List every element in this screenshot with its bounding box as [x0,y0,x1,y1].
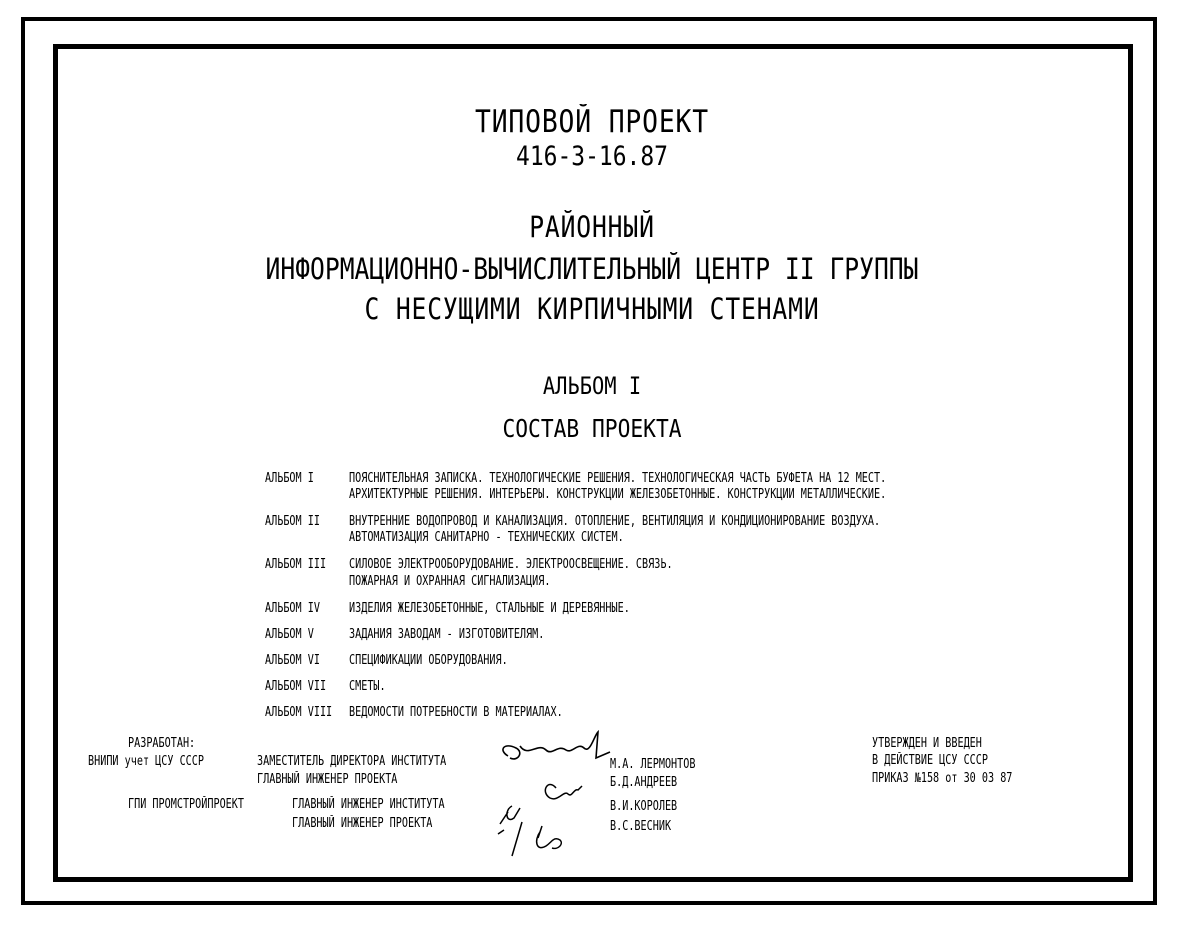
role-chief-engineer-institute: ГЛАВНЫЙ ИНЖЕНЕР ИНСТИТУТА [292,797,445,812]
album-line: ВНУТРЕННИЕ ВОДОПРОВОД И КАНАЛИЗАЦИЯ. ОТОПЛЕНИЕ, ВЕНТИЛЯЦИЯ И КОНДИЦИОНИРОВАНИЕ ВОЗДУХА. [349,514,881,529]
album-line: ЗАДАНИЯ ЗАВОДАМ - ИЗГОТОВИТЕЛЯМ. [349,627,545,642]
role-chief-engineer-1: ГЛАВНЫЙ ИНЖЕНЕР ПРОЕКТА [257,772,398,787]
album-line: СИЛОВОЕ ЭЛЕКТРООБОРУДОВАНИЕ. ЭЛЕКТРООСВЕЩЕНИЕ. СВЯЗЬ. [349,557,673,572]
album-label: АЛЬБОМ VIII [265,705,333,720]
name-andreev: Б.Д.АНДРЕЕВ [610,775,678,790]
album-label: АЛЬБОМ VI [265,653,320,668]
role-deputy-director: ЗАМЕСТИТЕЛЬ ДИРЕКТОРА ИНСТИТУТА [257,754,447,769]
name-lermontov: М.А. ЛЕРМОНТОВ [610,757,696,772]
title-line-2: ИНФОРМАЦИОННО-ВЫЧИСЛИТЕЛЬНЫЙ ЦЕНТР II ГРУППЫ [265,252,919,286]
handwritten-signatures [494,728,614,858]
title-line-1: РАЙОННЫЙ [529,210,655,244]
album-heading: АЛЬБОМ I [542,372,642,400]
approved-line-1: УТВЕРЖДЕН И ВВЕДЕН [872,736,982,751]
album-line: АВТОМАТИЗАЦИЯ САНИТАРНО - ТЕХНИЧЕСКИХ СИСТЕМ. [349,530,624,545]
org-vnipi: ВНИПИ учет ЦСУ СССР [88,754,205,769]
album-line: СПЕЦИФИКАЦИИ ОБОРУДОВАНИЯ. [349,653,508,668]
project-number: 416-3-16.87 [516,141,668,172]
name-korolev: В.И.КОРОЛЕВ [610,799,678,814]
album-label: АЛЬБОМ V [265,627,314,642]
project-type: ТИПОВОЙ ПРОЕКТ [474,104,709,140]
approved-line-3: ПРИКАЗ №158 от 30 03 87 [872,771,1013,786]
name-vesnik: В.С.ВЕСНИК [610,819,672,834]
role-chief-engineer-2: ГЛАВНЫЙ ИНЖЕНЕР ПРОЕКТА [292,816,433,831]
album-label: АЛЬБОМ III [265,557,327,572]
album-line: АРХИТЕКТУРНЫЕ РЕШЕНИЯ. ИНТЕРЬЕРЫ. КОНСТРУКЦИИ ЖЕЛЕЗОБЕТОННЫЕ. КОНСТРУКЦИИ МЕТАЛЛИЧЕСКИЕ. [349,487,887,502]
section-heading: СОСТАВ ПРОЕКТА [502,414,682,443]
approved-line-2: В ДЕЙСТВИЕ ЦСУ СССР [872,753,989,768]
album-label: АЛЬБОМ II [265,514,320,529]
album-label: АЛЬБОМ I [265,471,314,486]
album-line: СМЕТЫ. [349,679,386,694]
album-line: ВЕДОМОСТИ ПОТРЕБНОСТИ В МАТЕРИАЛАХ. [349,705,563,720]
album-line: ПОЯСНИТЕЛЬНАЯ ЗАПИСКА. ТЕХНОЛОГИЧЕСКИЕ РЕШЕНИЯ. ТЕХНОЛОГИЧЕСКАЯ ЧАСТЬ БУФЕТА НА 12 МЕСТ. [349,471,887,486]
title-line-3: С НЕСУЩИМИ КИРПИЧНЫМИ СТЕНАМИ [364,292,820,326]
album-line: ПОЖАРНАЯ И ОХРАННАЯ СИГНАЛИЗАЦИЯ. [349,574,551,589]
album-label: АЛЬБОМ VII [265,679,327,694]
album-label: АЛЬБОМ IV [265,601,320,616]
org-gpi: ГПИ ПРОМСТРОЙПРОЕКТ [128,797,245,812]
developed-label: РАЗРАБОТАН: [128,736,196,751]
album-line: ИЗДЕЛИЯ ЖЕЛЕЗОБЕТОННЫЕ, СТАЛЬНЫЕ И ДЕРЕВЯННЫЕ. [349,601,630,616]
